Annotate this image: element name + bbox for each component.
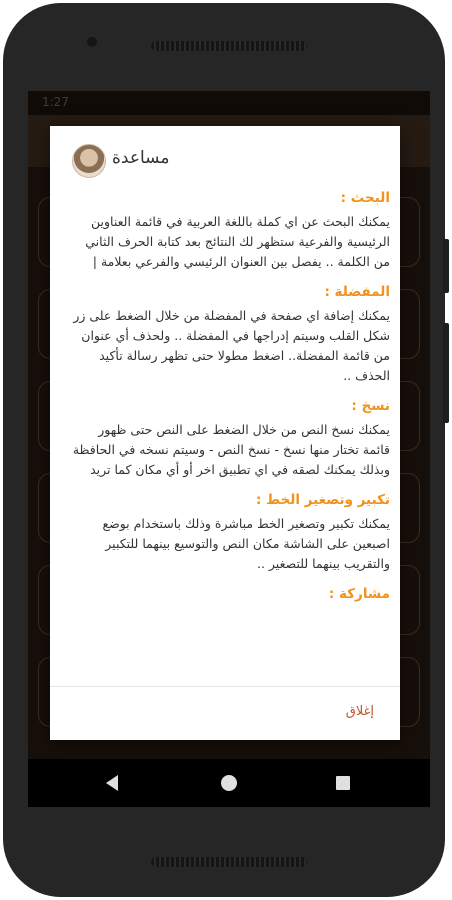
- power-button: [443, 239, 449, 293]
- section-title-zoom: تكبير وتصغير الخط :: [255, 492, 390, 508]
- section-title-share: مشاركة :: [328, 586, 390, 602]
- volume-button: [443, 323, 449, 423]
- bottom-speaker: [151, 857, 307, 867]
- author-avatar: [72, 144, 106, 178]
- help-dialog: [50, 126, 400, 740]
- top-speaker: [151, 41, 307, 51]
- back-icon[interactable]: [106, 775, 118, 791]
- front-camera: [87, 37, 97, 47]
- section-text-search: يمكنك البحث عن اي كملة باللغة العربية في قائمة العناوين الرئيسية والفرعية ستظهر لك النتائج بعد كتابة الحرف الثاني من الكلمة .. يفصل بين العنوان الرئيسي والفرعي بعلامة |: [85, 214, 390, 269]
- dialog-header: [50, 126, 400, 186]
- recents-icon[interactable]: [336, 776, 350, 790]
- navigation-bar: [28, 759, 430, 807]
- section-title-favorites: المفضلة :: [324, 284, 390, 300]
- close-button[interactable]: إغلاق: [345, 704, 374, 719]
- section-title-search: البحث :: [340, 190, 390, 206]
- dialog-body[interactable]: [68, 186, 390, 686]
- home-icon[interactable]: [221, 775, 237, 791]
- section-title-copy: نسخ :: [351, 398, 390, 414]
- status-time: 1:27: [42, 95, 69, 109]
- dialog-divider: [50, 686, 400, 687]
- section-text-copy: يمكنك نسخ النص من خلال الضغط على النص حتى ظهور قائمة تختار منها نسخ - نسخ النص - وسيتم نسخه في الحافظة وبذلك يمكنك لصقه في اي تطبيق اخر أو أي مكان كما تريد: [72, 422, 390, 477]
- dialog-title: مساعدة: [112, 148, 170, 168]
- section-text-favorites: يمكنك إضافة اي صفحة في المفضلة من خلال الضغط على زر شكل القلب وسيتم إدراجها في المفضلة .. ولحذف أي عنوان من قائمة المفضلة.. اضغط مطولا حتى تظهر رسالة تأكيد الحذف ..: [73, 308, 390, 383]
- section-text-zoom: يمكنك تكبير وتصغير الخط مباشرة وذلك باستخدام بوضع اصبعين على الشاشة مكان النص والتوسيع بينهما للتكبير والتقريب بينهما للتصغير ..: [102, 516, 390, 571]
